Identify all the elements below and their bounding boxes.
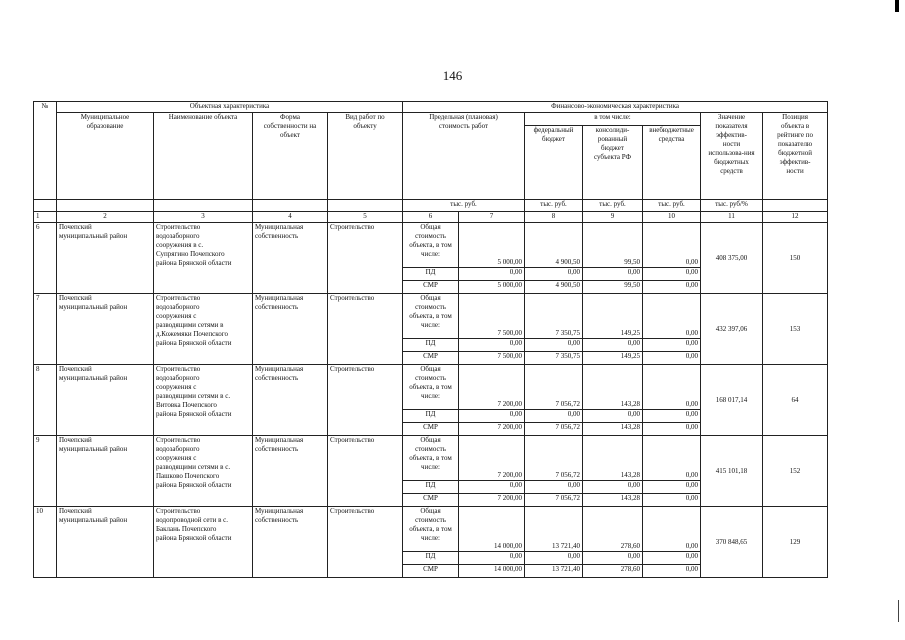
- text-line: Предельная (плановая): [429, 113, 498, 121]
- consolidated-value: 143,28: [583, 436, 643, 481]
- text-line: водозаборного: [156, 231, 200, 240]
- column-number: 12: [763, 212, 828, 223]
- smr-total-cost: 14 000,00: [459, 565, 525, 578]
- efficiency-value: 415 101,18: [701, 436, 763, 507]
- efficiency-value: 370 848,65: [701, 507, 763, 578]
- ownership-cell: [253, 365, 328, 436]
- ownership-cell: [253, 507, 328, 578]
- unit-cell: тыс. руб.: [583, 200, 643, 212]
- object-name-cell: [154, 294, 253, 365]
- text-line: сооружения с: [156, 382, 197, 391]
- column-numbers-row: [34, 212, 828, 223]
- rating-position: 153: [763, 294, 828, 365]
- cost-label-cell: [403, 223, 459, 268]
- text-line: Строительство: [156, 294, 201, 302]
- text-line: объекта в: [780, 121, 810, 130]
- text-line: водозаборного: [156, 302, 200, 311]
- text-line: д.Кожемяки Почепского: [156, 329, 228, 338]
- text-line: бюджет: [542, 134, 565, 143]
- header-municipality: [57, 113, 154, 200]
- text-line: рованный: [597, 134, 628, 143]
- text-line: Строительство: [156, 365, 201, 373]
- unit-cell: тыс. руб/%: [701, 200, 763, 212]
- extrabudget-value: 0,00: [643, 507, 701, 552]
- text-line: показателю: [777, 139, 813, 148]
- smr-federal-value: 7 056,72: [525, 494, 583, 507]
- header-planned-cost: [403, 113, 525, 200]
- text-line: Почепский: [59, 507, 92, 515]
- page-number: 146: [442, 68, 463, 83]
- pd-label: ПД: [403, 268, 459, 281]
- pd-federal-value: 0,00: [525, 268, 583, 281]
- cost-label-cell: [403, 365, 459, 410]
- rating-position: 150: [763, 223, 828, 294]
- pd-extrabudget-value: 0,00: [643, 410, 701, 423]
- text-line: числе:: [421, 391, 440, 400]
- text-line: муниципальный район: [59, 444, 128, 453]
- extrabudget-value: 0,00: [643, 365, 701, 410]
- text-line: показателя: [715, 121, 748, 130]
- smr-label: СМР: [403, 423, 459, 436]
- text-line: Общая: [420, 223, 441, 231]
- text-line: объекта, в том: [409, 311, 452, 320]
- text-line: бюджетных: [714, 157, 749, 166]
- text-line: использова-ния: [708, 148, 755, 157]
- text-line: Муниципальная: [255, 436, 304, 444]
- column-number: 5: [328, 212, 403, 223]
- unit-cell: тыс. руб.: [403, 200, 525, 212]
- pd-consolidated-value: 0,00: [583, 552, 643, 565]
- text-line: водопроводной сети в с.: [156, 515, 228, 524]
- text-line: собственность: [255, 444, 299, 453]
- text-line: собственности на: [263, 121, 317, 130]
- text-line: субъекта РФ: [593, 152, 632, 161]
- work-type-cell: Строительство: [328, 365, 403, 436]
- row-number: 10: [34, 507, 57, 578]
- smr-extrabudget-value: 0,00: [643, 352, 701, 365]
- column-number: 7: [459, 212, 525, 223]
- consolidated-value: 149,25: [583, 294, 643, 339]
- header-object-name: Наименование объекта: [154, 113, 253, 200]
- object-name-cell: [154, 507, 253, 578]
- pd-extrabudget-value: 0,00: [643, 481, 701, 494]
- header-consolidated: [583, 126, 643, 200]
- smr-extrabudget-value: 0,00: [643, 423, 701, 436]
- object-name-cell: [154, 223, 253, 294]
- column-number: 2: [57, 212, 154, 223]
- text-line: района Брянской области: [156, 409, 232, 418]
- column-number: 1: [34, 212, 57, 223]
- text-line: рейтинге по: [777, 130, 813, 139]
- extrabudget-value: 0,00: [643, 294, 701, 339]
- object-name-cell: [154, 436, 253, 507]
- text-line: сооружения с: [156, 453, 197, 462]
- work-type-cell: Строительство: [328, 294, 403, 365]
- header-objective: Объектная характеристика: [57, 102, 403, 113]
- pd-total-cost: 0,00: [459, 268, 525, 281]
- text-line: Муниципальная: [255, 294, 304, 302]
- smr-extrabudget-value: 0,00: [643, 494, 701, 507]
- pd-label: ПД: [403, 481, 459, 494]
- text-line: Форма: [280, 113, 300, 121]
- smr-total-cost: 7 200,00: [459, 423, 525, 436]
- table-row: [34, 223, 828, 268]
- text-line: сооружения в с.: [156, 240, 204, 249]
- municipality-cell: [57, 436, 154, 507]
- consolidated-value: 99,50: [583, 223, 643, 268]
- row-number: 7: [34, 294, 57, 365]
- municipality-cell: [57, 507, 154, 578]
- table-row: [34, 294, 828, 339]
- text-line: средств: [720, 166, 743, 175]
- text-line: стоимость: [415, 444, 446, 453]
- header-extrabudget: [643, 126, 701, 200]
- smr-consolidated-value: 143,28: [583, 494, 643, 507]
- pd-label: ПД: [403, 410, 459, 423]
- work-type-cell: Строительство: [328, 223, 403, 294]
- federal-value: 13 721,40: [525, 507, 583, 552]
- municipality-cell: [57, 223, 154, 294]
- text-line: числе:: [421, 462, 440, 471]
- smr-consolidated-value: 99,50: [583, 281, 643, 294]
- column-number: 9: [583, 212, 643, 223]
- text-line: стоимость: [415, 373, 446, 382]
- text-line: Значение: [717, 113, 746, 121]
- ownership-cell: [253, 436, 328, 507]
- text-line: стоимость: [415, 302, 446, 311]
- efficiency-value: 168 017,14: [701, 365, 763, 436]
- column-number: 4: [253, 212, 328, 223]
- smr-label: СМР: [403, 281, 459, 294]
- work-type-cell: Строительство: [328, 436, 403, 507]
- text-line: Общая: [420, 436, 441, 444]
- pd-extrabudget-value: 0,00: [643, 552, 701, 565]
- header-position: [763, 113, 828, 200]
- header-num: №: [34, 102, 57, 200]
- unit-cell: тыс. руб.: [643, 200, 701, 212]
- pd-total-cost: 0,00: [459, 410, 525, 423]
- smr-extrabudget-value: 0,00: [643, 281, 701, 294]
- text-line: Почепский: [59, 365, 92, 373]
- text-line: Вид работ по: [345, 113, 385, 121]
- header-efficiency: [701, 113, 763, 200]
- smr-consolidated-value: 278,60: [583, 565, 643, 578]
- table-row: [34, 507, 828, 552]
- pd-total-cost: 0,00: [459, 481, 525, 494]
- header-ownership: [253, 113, 328, 200]
- text-line: разводящими сетями в с.: [156, 391, 231, 400]
- text-line: Супрягино Почепского: [156, 249, 225, 258]
- text-line: Строительство: [156, 507, 201, 515]
- units-row: [34, 200, 828, 212]
- federal-value: 7 350,75: [525, 294, 583, 339]
- smr-extrabudget-value: 0,00: [643, 565, 701, 578]
- text-line: числе:: [421, 320, 440, 329]
- total-cost: 5 000,00: [459, 223, 525, 268]
- text-line: объекта, в том: [409, 453, 452, 462]
- pd-label: ПД: [403, 552, 459, 565]
- text-line: разводящими сетями в: [156, 320, 224, 329]
- text-line: ности: [786, 166, 804, 175]
- header-including: в том числе:: [525, 113, 701, 126]
- rating-position: 129: [763, 507, 828, 578]
- text-line: объекта, в том: [409, 524, 452, 533]
- total-cost: 7 200,00: [459, 365, 525, 410]
- text-line: объекта, в том: [409, 382, 452, 391]
- smr-federal-value: 4 900,50: [525, 281, 583, 294]
- text-line: собственность: [255, 231, 299, 240]
- text-line: района Брянской области: [156, 338, 232, 347]
- pd-total-cost: 0,00: [459, 552, 525, 565]
- text-line: Почепский: [59, 436, 92, 444]
- pd-federal-value: 0,00: [525, 339, 583, 352]
- federal-value: 4 900,50: [525, 223, 583, 268]
- scan-margin-line: [898, 600, 899, 622]
- text-line: сооружения с: [156, 311, 197, 320]
- text-line: ности: [722, 139, 741, 148]
- row-number: 6: [34, 223, 57, 294]
- smr-consolidated-value: 149,25: [583, 352, 643, 365]
- header-row-mid: [34, 113, 828, 126]
- efficiency-value: 432 397,06: [701, 294, 763, 365]
- smr-total-cost: 7 500,00: [459, 352, 525, 365]
- text-line: числе:: [421, 249, 440, 258]
- pd-consolidated-value: 0,00: [583, 268, 643, 281]
- text-line: водозаборного: [156, 373, 200, 382]
- text-line: Общая: [420, 294, 441, 302]
- text-line: муниципальный район: [59, 231, 128, 240]
- ownership-cell: [253, 294, 328, 365]
- text-line: консолиди-: [595, 126, 630, 134]
- text-line: объекта, в том: [409, 240, 452, 249]
- text-line: Муниципальная: [255, 507, 304, 515]
- row-number: 8: [34, 365, 57, 436]
- text-line: объекту: [353, 121, 377, 130]
- text-line: числе:: [421, 533, 440, 542]
- pd-federal-value: 0,00: [525, 481, 583, 494]
- text-line: муниципальный район: [59, 373, 128, 382]
- column-number: 10: [643, 212, 701, 223]
- total-cost: 7 500,00: [459, 294, 525, 339]
- pd-consolidated-value: 0,00: [583, 481, 643, 494]
- efficiency-value: 408 375,00: [701, 223, 763, 294]
- text-line: муниципальный район: [59, 515, 128, 524]
- text-line: Муниципальное: [80, 113, 130, 121]
- pd-label: ПД: [403, 339, 459, 352]
- text-line: Общая: [420, 507, 441, 515]
- municipality-cell: [57, 294, 154, 365]
- scan-edge-mark: [895, 0, 899, 12]
- text-line: Пашково Почепского: [156, 471, 220, 480]
- text-line: собственность: [255, 515, 299, 524]
- pd-total-cost: 0,00: [459, 339, 525, 352]
- header-row-top: [34, 102, 828, 113]
- column-number: 11: [701, 212, 763, 223]
- object-name-cell: [154, 365, 253, 436]
- pd-extrabudget-value: 0,00: [643, 268, 701, 281]
- unit-cell: тыс. руб.: [525, 200, 583, 212]
- smr-label: СМР: [403, 565, 459, 578]
- extrabudget-value: 0,00: [643, 436, 701, 481]
- text-line: Почепский: [59, 223, 92, 231]
- text-line: Муниципальная: [255, 223, 304, 231]
- column-number: 6: [403, 212, 459, 223]
- text-line: федеральный: [533, 126, 574, 134]
- table-row: [34, 436, 828, 481]
- pd-consolidated-value: 0,00: [583, 339, 643, 352]
- column-number: 3: [154, 212, 253, 223]
- financial-table: [33, 101, 828, 578]
- text-line: Почепский: [59, 294, 92, 302]
- header-work-type: [328, 113, 403, 200]
- pd-consolidated-value: 0,00: [583, 410, 643, 423]
- text-line: района Брянской области: [156, 533, 232, 542]
- smr-total-cost: 7 200,00: [459, 494, 525, 507]
- consolidated-value: 278,60: [583, 507, 643, 552]
- smr-federal-value: 7 350,75: [525, 352, 583, 365]
- text-line: стоимость: [415, 231, 446, 240]
- text-line: Муниципальная: [255, 365, 304, 373]
- smr-consolidated-value: 143,28: [583, 423, 643, 436]
- text-line: внебюджетные: [649, 126, 694, 134]
- text-line: водозаборного: [156, 444, 200, 453]
- text-line: муниципальный район: [59, 302, 128, 311]
- text-line: Строительство: [156, 223, 201, 231]
- rating-position: 64: [763, 365, 828, 436]
- extrabudget-value: 0,00: [643, 223, 701, 268]
- pd-federal-value: 0,00: [525, 410, 583, 423]
- smr-label: СМР: [403, 494, 459, 507]
- pd-extrabudget-value: 0,00: [643, 339, 701, 352]
- consolidated-value: 143,28: [583, 365, 643, 410]
- smr-label: СМР: [403, 352, 459, 365]
- work-type-cell: Строительство: [328, 507, 403, 578]
- header-federal: [525, 126, 583, 200]
- row-number: 9: [34, 436, 57, 507]
- text-line: объект: [280, 130, 300, 139]
- column-number: 8: [525, 212, 583, 223]
- text-line: Баклань Почепского: [156, 524, 217, 533]
- text-line: разводящими сетями в с.: [156, 462, 231, 471]
- cost-label-cell: [403, 294, 459, 339]
- federal-value: 7 056,72: [525, 365, 583, 410]
- text-line: средства: [658, 134, 685, 143]
- text-line: района Брянской области: [156, 480, 232, 489]
- text-line: бюджетной: [778, 148, 812, 157]
- text-line: Витовка Почепского: [156, 400, 217, 409]
- header-financial: Финансово-экономическая характеристика: [403, 102, 828, 113]
- text-line: бюджет: [601, 143, 624, 152]
- text-line: эффектив-: [779, 157, 811, 166]
- total-cost: 7 200,00: [459, 436, 525, 481]
- table-row: [34, 365, 828, 410]
- pd-federal-value: 0,00: [525, 552, 583, 565]
- text-line: стоимость работ: [438, 121, 489, 130]
- text-line: района Брянской области: [156, 258, 232, 267]
- text-line: собственность: [255, 373, 299, 382]
- text-line: стоимость: [415, 515, 446, 524]
- municipality-cell: [57, 365, 154, 436]
- text-line: эффектив-: [716, 130, 747, 139]
- smr-federal-value: 7 056,72: [525, 423, 583, 436]
- smr-federal-value: 13 721,40: [525, 565, 583, 578]
- cost-label-cell: [403, 507, 459, 552]
- cost-label-cell: [403, 436, 459, 481]
- ownership-cell: [253, 223, 328, 294]
- text-line: Позиция: [782, 113, 808, 121]
- text-line: Строительство: [156, 436, 201, 444]
- text-line: Общая: [420, 365, 441, 373]
- text-line: собственность: [255, 302, 299, 311]
- total-cost: 14 000,00: [459, 507, 525, 552]
- text-line: образование: [86, 121, 124, 130]
- federal-value: 7 056,72: [525, 436, 583, 481]
- rating-position: 152: [763, 436, 828, 507]
- smr-total-cost: 5 000,00: [459, 281, 525, 294]
